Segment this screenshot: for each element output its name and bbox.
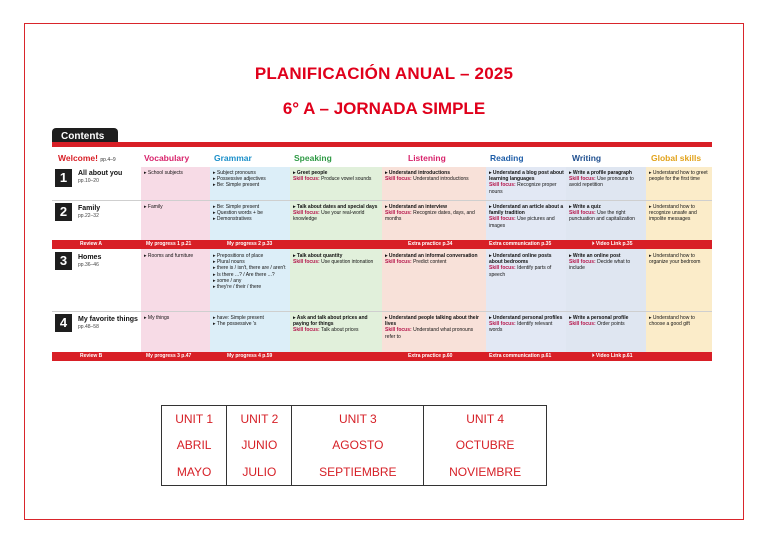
table-cell: JUNIO — [227, 432, 292, 458]
header-vocabulary: Vocabulary — [144, 153, 190, 163]
table-cell: JULIO — [227, 459, 292, 486]
unit-grammar: ▸ have: Simple present ▸ The possessive 's — [213, 315, 264, 328]
page-title: PLANIFICACIÓN ANUAL – 2025 — [254, 64, 514, 83]
row-divider — [52, 311, 712, 312]
unit-number: 2 — [55, 203, 72, 221]
table-cell: AGOSTO — [292, 432, 424, 458]
unit-number: 3 — [55, 252, 72, 270]
header-speaking: Speaking — [294, 153, 332, 163]
unit-grammar: ▸ Subject pronouns ▸ Possessive adjectives ▸ Be: Simple present — [213, 170, 266, 189]
unit-title: My favorite things pp.48–58 — [78, 316, 138, 330]
unit-vocabulary: ▸ Family — [144, 204, 163, 210]
unit-reading: ▸ Understand an article about a family tradition Skill focus: Use pictures and images — [489, 204, 564, 229]
table-row — [162, 459, 547, 486]
vocabulary-column — [141, 167, 210, 356]
my-progress-link[interactable]: My progress 1 p.21 — [146, 241, 192, 247]
unit-vocabulary: ▸ My things — [144, 315, 170, 321]
unit-writing: ▸ Write a quiz Skill focus: Use the right punctuation and capitalization — [569, 204, 635, 223]
extra-practice-link[interactable]: Extra practice p.60 — [408, 353, 453, 359]
unit-writing: ▸ Write a personal profile Skill focus: Order points — [569, 315, 629, 328]
table-cell: OCTUBRE — [424, 432, 547, 458]
unit-writing: ▸ Write a profile paragraph Skill focus: Use pronouns to avoid repetition — [569, 170, 634, 189]
table-row — [162, 432, 547, 458]
header-welcome-pages: pp.4–9 — [100, 157, 116, 163]
unit-speaking: ▸ Talk about dates and special days Skill focus: Use your real-world knowledge — [293, 204, 378, 223]
months-table — [161, 405, 547, 486]
review-b-bar — [52, 352, 712, 361]
contents-top-bar — [52, 142, 712, 147]
header-reading: Reading — [490, 153, 524, 163]
table-cell: ABRIL — [162, 432, 227, 458]
unit-number: 1 — [55, 169, 72, 187]
unit-reading: ▸ Understand a blog post about learning languages Skill focus: Recognize proper nouns — [489, 170, 564, 195]
unit-grammar: ▸ Be: Simple present ▸ Question words + be ▸ Demonstratives — [213, 204, 263, 223]
contents-table — [52, 128, 712, 364]
unit-title: Homes pp.36–46 — [78, 254, 102, 268]
header-welcome: Welcome! pp.4–9 — [58, 153, 116, 163]
unit-global-skills: ▸ Understand how to choose a good gift — [649, 315, 695, 328]
header-global: Global skills — [651, 153, 702, 163]
unit-global-skills: ▸ Understand how to organize your bedroom — [649, 253, 701, 266]
review-label: Review A — [80, 241, 103, 247]
unit-vocabulary: ▸ School subjects — [144, 170, 183, 176]
table-cell: NOVIEMBRE — [424, 459, 547, 486]
header-listening: Listening — [408, 153, 446, 163]
unit-grammar: ▸ Prepositions of place ▸ Plural nouns ▸ there is / isn't, there are / aren't ▸ Is there ...? / Are there ...? ▸ some / any ▸ they're / their / there — [213, 253, 286, 291]
unit-global-skills: ▸ Understand how to recognize unsafe and impolite messages — [649, 204, 697, 223]
row-divider — [52, 200, 712, 201]
table-cell: UNIT 2 — [227, 406, 292, 433]
review-label: Review B — [80, 353, 103, 359]
table-cell: UNIT 1 — [162, 406, 227, 433]
unit-listening: ▸ Understand introductions Skill focus: Understand introductions — [385, 170, 469, 183]
table-cell: UNIT 3 — [292, 406, 424, 433]
unit-title: All about you pp.10–20 — [78, 170, 123, 184]
unit-global-skills: ▸ Understand how to greet people for the first time — [649, 170, 708, 183]
unit-vocabulary: ▸ Rooms and furniture — [144, 253, 194, 259]
unit-number: 4 — [55, 314, 72, 332]
page-subtitle: 6° A – JORNADA SIMPLE — [282, 99, 486, 118]
my-progress-link[interactable]: My progress 3 p.47 — [146, 353, 192, 359]
unit-reading: ▸ Understand personal profiles Skill focus: Identify relevant words — [489, 315, 563, 334]
play-icon: ⏵ — [592, 241, 595, 247]
contents-tab: Contents — [52, 128, 118, 145]
table-cell: UNIT 4 — [424, 406, 547, 433]
header-grammar: Grammar — [214, 153, 252, 163]
play-icon: ⏵ — [592, 353, 595, 359]
my-progress-link[interactable]: My progress 4 p.59 — [227, 353, 273, 359]
review-a-bar — [52, 240, 712, 249]
extra-communication-link[interactable]: Extra communication p.35 — [489, 241, 552, 247]
header-writing: Writing — [572, 153, 602, 163]
table-cell: SEPTIEMBRE — [292, 459, 424, 486]
unit-speaking: ▸ Talk about quantity Skill focus: Use question intonation — [293, 253, 374, 266]
unit-speaking: ▸ Greet people Skill focus: Produce vowel sounds — [293, 170, 372, 183]
unit-reading: ▸ Understand online posts about bedrooms Skill focus: Identify parts of speech — [489, 253, 552, 278]
extra-communication-link[interactable]: Extra communication p.61 — [489, 353, 552, 359]
extra-practice-link[interactable]: Extra practice p.34 — [408, 241, 453, 247]
my-progress-link[interactable]: My progress 2 p.33 — [227, 241, 273, 247]
unit-listening: ▸ Understand an interview Skill focus: Recognize dates, days, and months — [385, 204, 475, 223]
video-link[interactable]: ⏵ Video Link p.35 — [592, 241, 633, 247]
unit-listening: ▸ Understand people talking about their lives Skill focus: Understand what pronouns refer to — [385, 315, 479, 340]
table-cell: MAYO — [162, 459, 227, 486]
video-link[interactable]: ⏵ Video Link p.61 — [592, 353, 633, 359]
unit-writing: ▸ Write an online post Skill focus: Decide what to include — [569, 253, 631, 272]
unit-speaking: ▸ Ask and talk about prices and paying for things Skill focus: Talk about prices — [293, 315, 368, 334]
unit-title: Family pp.22–32 — [78, 205, 101, 219]
table-row — [162, 406, 547, 433]
unit-listening: ▸ Understand an informal conversation Skill focus: Predict content — [385, 253, 478, 266]
